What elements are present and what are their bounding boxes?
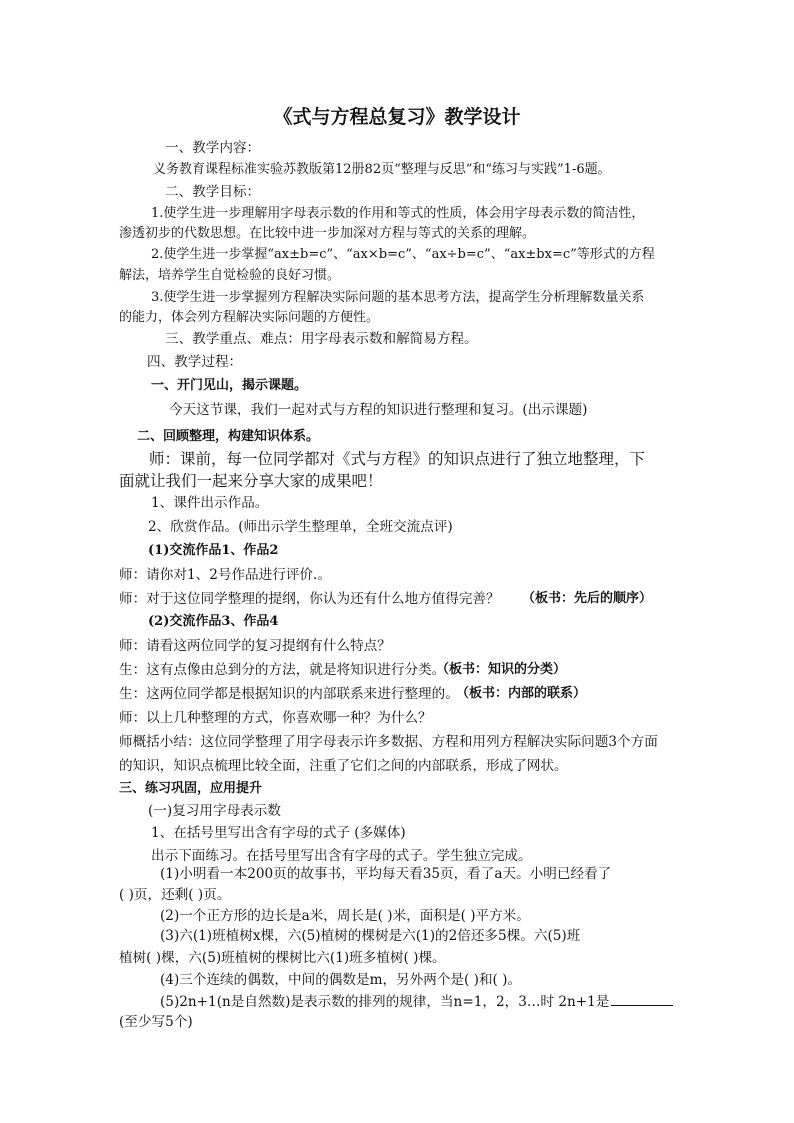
- paragraph-line: 2.使学生进一步掌握“ax±b=c”、“ax×b=c”、“ax÷b=c”、“ax±bx=c”等形式的方程: [151, 247, 655, 262]
- dialogue-line: 师：对于这位同学整理的提纲，你认为还有什么地方值得完善？: [119, 591, 500, 607]
- paragraph-line: 2、欣赏作品。(师出示学生整理单，全班交流点评): [148, 519, 453, 535]
- exercise-line: (5)2n+1(n是自然数)是表示数的排列的规律，当n=1，2，3…时 2n+1是: [160, 994, 610, 1010]
- dialogue-line: 生：这两位同学都是根据知识的内部联系来进行整理的。: [119, 686, 459, 702]
- document-title: 《式与方程总复习》教学设计: [273, 106, 521, 128]
- paragraph-line: 的能力，体会列方程解决实际问题的方便性。: [119, 310, 380, 325]
- paragraph-line: 的知识，知识点梳理比较全面，注重了它们之间的内部联系，形成了网状。: [119, 758, 568, 774]
- exercise-line: ( )页，还剩( )页。: [119, 887, 231, 903]
- exercise-line: (4)三个连续的偶数，中间的偶数是m，另外两个是( )和( )。: [160, 972, 522, 988]
- paragraph-line: 义务教育课程标准实验苏教版第12册82页“整理与反思”和“练习与实践”1-6题。: [153, 162, 611, 177]
- step-heading-1: 一、开门见山，揭示课题。: [151, 378, 308, 393]
- board-note: （板书：内部的联系）: [456, 686, 587, 701]
- paragraph-line: 师：课前，每一位同学都对《式与方程》的知识点进行了独立地整理，下: [149, 450, 646, 468]
- sub-heading: (2)交流作品3、作品4: [148, 614, 279, 629]
- paragraph-line: 1、在括号里写出含有字母的式子 (多媒体): [151, 825, 406, 841]
- board-note: （板书：先后的顺序）: [522, 591, 653, 606]
- dialogue-line: 师：请看这两位同学的复习提纲有什么特点？: [119, 638, 391, 654]
- exercise-line: (1)小明看一本200页的故事书，平均每天看35页，看了a天。小明已经看了: [160, 866, 612, 882]
- exercise-line: 植树( )棵，六(5)班植树的棵树比六(1)班多植树( )棵。: [119, 950, 446, 966]
- paragraph-line: 出示下面练习。在括号里写出含有字母的式子。学生独立完成。: [151, 848, 532, 864]
- paragraph-line: 1、课件出示作品。: [151, 495, 269, 511]
- dialogue-line: 师：请你对1、2号作品进行评价.。: [119, 567, 331, 583]
- dialogue-line: 师：以上几种整理的方式，你喜欢哪一种？为什么？: [119, 710, 432, 726]
- paragraph-line: 渗透初步的代数思想。在比较中进一步加深对方程与等式的关系的理解。: [119, 226, 536, 241]
- exercise-line: (3)六(1)班植树x棵，六(5)植树的棵树是六(1)的2倍还多5棵。六(5)班: [160, 928, 581, 944]
- paragraph-line: 今天这节课，我们一起对式与方程的知识进行整理和复习。(出示课题): [169, 402, 588, 418]
- section-heading-key-points: 三、教学重点、难点：用字母表示数和解简易方程。: [165, 331, 478, 347]
- section-heading-content: 一、教学内容：: [165, 140, 261, 156]
- answer-blank: [611, 1005, 673, 1006]
- section-heading-process: 四、教学过程：: [147, 354, 243, 370]
- board-note: （板书：知识的分类）: [436, 662, 567, 677]
- exercise-line: (2)一个正方形的边长是a米，周长是( )米，面积是( )平方米。: [160, 908, 530, 924]
- sub-heading: (1)交流作品1、作品2: [148, 543, 279, 558]
- paragraph-line: 师概括小结：这位同学整理了用字母表示许多数据、方程和用列方程解决实际问题3个方面: [119, 734, 658, 750]
- section-heading-objectives: 二、教学目标：: [165, 184, 261, 200]
- paragraph-line: 3.使学生进一步掌握列方程解决实际问题的基本思考方法，提高学生分析理解数量关系: [151, 290, 645, 305]
- sub-heading: (一)复习用字母表示数: [148, 803, 281, 819]
- exercise-line: (至少写5个): [119, 1014, 193, 1030]
- step-heading-2: 二、回顾整理，构建知识体系。: [137, 429, 320, 444]
- paragraph-line: 1.使学生进一步理解用字母表示数的作用和等式的性质，体会用字母表示数的简洁性，: [151, 206, 645, 221]
- paragraph-line: 解法，培养学生自觉检验的良好习惯。: [119, 268, 341, 283]
- dialogue-line: 生：这有点像由总到分的方法，就是将知识进行分类。: [119, 662, 446, 678]
- step-heading-3: 三、练习巩固，应用提升: [119, 781, 263, 796]
- paragraph-line: 面就让我们一起来分享大家的成果吧！: [119, 472, 383, 490]
